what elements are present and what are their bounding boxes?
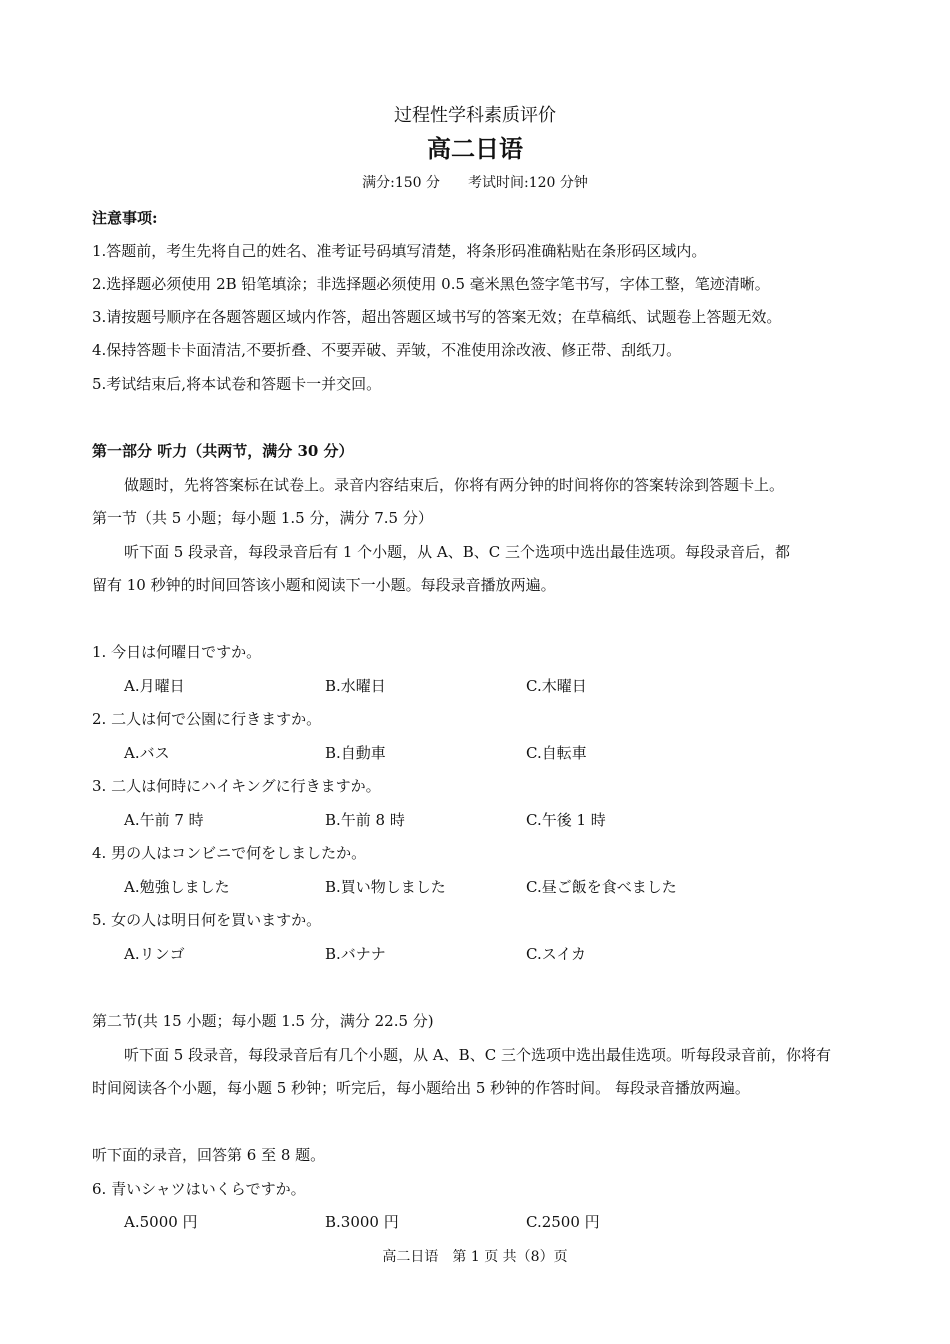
notice-item: 3.请按题号顺序在各题答题区域内作答，超出答题区域书写的答案无效；在草稿纸、试题卷上答题无效。 <box>92 308 782 326</box>
question-1: 1. 今日は何曜日ですか。 <box>92 643 262 661</box>
option-a: A.午前 7 時 <box>124 811 204 829</box>
section2-instructions: 时间阅读各个小题，每小题 5 秒钟；听完后，每小题给出 5 秒钟的作答时间。 每段录音播放两遍。 <box>92 1079 750 1097</box>
option-a: A.バス <box>124 744 170 762</box>
option-b: B.バナナ <box>325 945 386 963</box>
option-a: A.5000 円 <box>124 1213 198 1231</box>
notice-item: 2.选择题必须使用 2B 铅笔填涂；非选择题必须使用 0.5 毫米黑色签字笔书写，字体工整，笔迹清晰。 <box>92 275 770 293</box>
option-c: C.自転車 <box>526 744 587 762</box>
part1-intro: 做题时，先将答案标在试卷上。录音内容结束后，你将有两分钟的时间将你的答案转涂到答题卡上。 <box>124 476 785 494</box>
option-c: C.2500 円 <box>526 1213 600 1231</box>
section1-heading: 第一节（共 5 小题；每小题 1.5 分，满分 7.5 分） <box>92 509 433 527</box>
option-b: B.水曜日 <box>325 677 386 695</box>
question-6: 6. 青いシャツはいくらですか。 <box>92 1180 306 1198</box>
question-2: 2. 二人は何で公園に行きますか。 <box>92 710 322 728</box>
notice-item: 4.保持答题卡卡面清洁,不要折叠、不要弄破、弄皱，不准使用涂改液、修正带、刮纸刀。 <box>92 341 682 359</box>
option-a: A.月曜日 <box>124 677 185 695</box>
page-footer: 高二日语 第 1 页 共（8）页 <box>382 1249 568 1265</box>
part1-heading: 第一部分 听力（共两节，满分 30 分） <box>92 442 354 460</box>
option-c: C.昼ご飯を食べました <box>526 878 677 896</box>
option-a: A.勉強しました <box>124 878 230 896</box>
option-b: B.午前 8 時 <box>325 811 405 829</box>
option-b: B.買い物しました <box>325 878 446 896</box>
option-a: A.リンゴ <box>124 945 185 963</box>
listen-prompt: 听下面的录音，回答第 6 至 8 题。 <box>92 1146 326 1164</box>
section2-instructions: 听下面 5 段录音，每段录音后有几个小题，从 A、B、C 三个选项中选出最佳选项。听每段录音前，你将有 <box>124 1046 831 1064</box>
notice-item: 5.考试结束后,将本试卷和答题卡一并交回。 <box>92 375 382 393</box>
option-c: C.木曜日 <box>526 677 587 695</box>
exam-subtitle: 过程性学科素质评价 <box>394 105 556 126</box>
option-c: C.午後 1 時 <box>526 811 606 829</box>
question-3: 3. 二人は何時にハイキングに行きますか。 <box>92 777 381 795</box>
section1-instructions: 听下面 5 段录音，每段录音后有 1 个小题，从 A、B、C 三个选项中选出最佳选项。每段录音后，都 <box>124 543 791 561</box>
question-4: 4. 男の人はコンビニで何をしましたか。 <box>92 844 367 862</box>
exam-meta: 满分:150 分 考试时间:120 分钟 <box>362 175 588 191</box>
notice-item: 1.答题前，考生先将自己的姓名、准考证号码填写清楚，将条形码准确粘贴在条形码区域内。 <box>92 242 707 260</box>
section2-heading: 第二节(共 15 小题；每小题 1.5 分，满分 22.5 分) <box>92 1012 434 1030</box>
notice-heading: 注意事项: <box>92 209 158 227</box>
section1-instructions: 留有 10 秒钟的时间回答该小题和阅读下一小题。每段录音播放两遍。 <box>92 576 556 594</box>
option-b: B.自動車 <box>325 744 386 762</box>
exam-title: 高二日语 <box>427 134 523 163</box>
option-c: C.スイカ <box>526 945 586 963</box>
option-b: B.3000 円 <box>325 1213 399 1231</box>
question-5: 5. 女の人は明日何を買いますか。 <box>92 911 322 929</box>
